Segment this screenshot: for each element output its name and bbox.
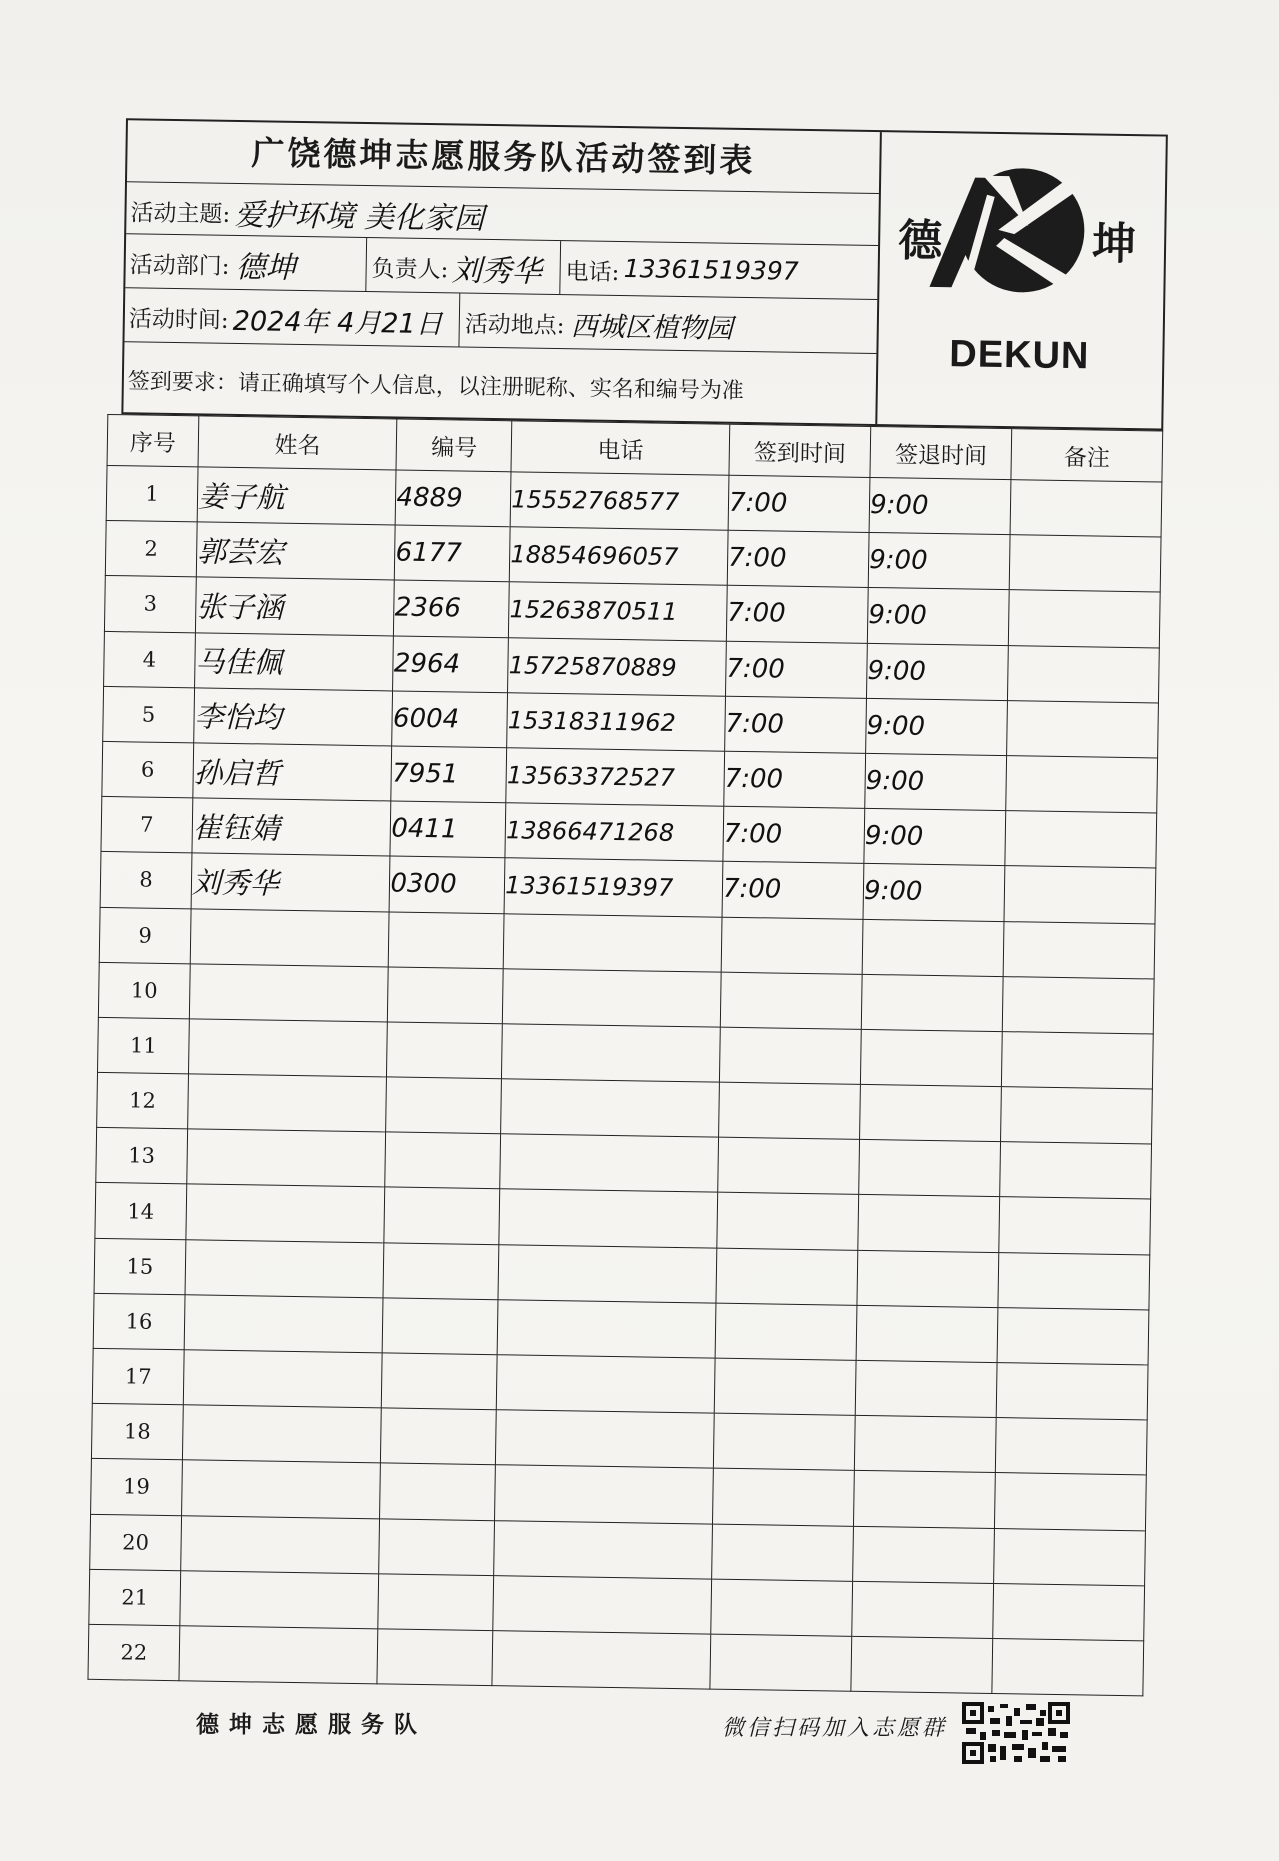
cell-name: 张子涵	[195, 577, 394, 635]
cell-no: 3	[104, 576, 196, 633]
cell-note	[1003, 921, 1155, 979]
cell-phone: 15318311962	[507, 693, 726, 752]
cell-in	[717, 1193, 859, 1250]
cell-in	[712, 1468, 854, 1525]
cell-note	[996, 1418, 1148, 1476]
cell-phone	[492, 1631, 711, 1690]
cell-no: 10	[98, 962, 190, 1019]
cell-in	[713, 1413, 855, 1470]
cell-out: 9:00	[869, 477, 1011, 534]
cell-name: 崔钰婧	[192, 798, 391, 856]
cell-name	[189, 964, 388, 1022]
cell-phone	[493, 1575, 712, 1634]
cell-note	[1008, 645, 1160, 703]
cell-no: 2	[105, 521, 197, 578]
cell-note	[992, 1638, 1144, 1696]
cell-no: 8	[100, 852, 192, 909]
cell-out: 9:00	[867, 643, 1009, 700]
cell-in	[718, 1137, 860, 1194]
cell-out	[857, 1250, 999, 1307]
divider	[365, 238, 367, 291]
cell-no: 12	[97, 1072, 189, 1129]
cell-no: 20	[90, 1514, 182, 1571]
cell-note	[999, 1197, 1151, 1255]
cell-id	[381, 1408, 497, 1465]
cell-name: 刘秀华	[191, 853, 390, 911]
cell-in: 7:00	[725, 641, 867, 698]
cell-name: 姜子航	[197, 467, 396, 525]
cell-id: 0300	[390, 856, 506, 913]
cell-in	[712, 1524, 854, 1581]
cell-name	[185, 1239, 384, 1297]
cell-out	[861, 974, 1003, 1031]
cell-name: 郭芸宏	[196, 522, 395, 580]
cell-id	[387, 1022, 503, 1079]
cell-out	[854, 1416, 996, 1473]
cell-no: 11	[98, 1017, 190, 1074]
cell-id	[383, 1243, 499, 1300]
cell-id: 6004	[392, 691, 508, 748]
cell-out	[855, 1360, 997, 1417]
cell-name	[188, 1074, 387, 1132]
cell-phone	[499, 1189, 718, 1248]
cell-in: 7:00	[722, 861, 864, 918]
cell-name	[180, 1571, 379, 1629]
leader-value: 刘秀华	[451, 253, 542, 290]
cell-phone	[498, 1244, 717, 1303]
logo-text: DEKUN	[949, 333, 1090, 378]
cell-note	[1005, 811, 1157, 869]
logo-left-char: 德	[897, 215, 943, 268]
cell-out	[856, 1305, 998, 1362]
cell-in	[715, 1303, 857, 1360]
cell-out: 9:00	[863, 864, 1005, 921]
cell-in	[714, 1358, 856, 1415]
table-body	[88, 465, 1162, 1696]
cell-id: 6177	[395, 525, 511, 582]
cell-phone	[500, 1134, 719, 1193]
cell-in	[719, 1027, 861, 1084]
cell-name	[187, 1129, 386, 1187]
header-box	[121, 118, 1168, 430]
cell-note	[1007, 700, 1159, 758]
cell-out	[853, 1526, 995, 1583]
cell-phone	[503, 913, 722, 972]
cell-id	[378, 1574, 494, 1631]
cell-in	[719, 1082, 861, 1139]
cell-id: 2366	[394, 580, 510, 637]
cell-in	[710, 1634, 852, 1691]
cell-id	[389, 911, 505, 968]
cell-out: 9:00	[868, 533, 1010, 590]
col-header: 电话	[511, 421, 729, 475]
cell-out	[859, 1140, 1001, 1197]
cell-id	[385, 1132, 501, 1189]
phone-label: 电话:	[565, 259, 620, 286]
cell-no: 7	[101, 797, 193, 854]
cell-phone	[497, 1355, 716, 1414]
time-value: 2024年 4月21日	[232, 305, 443, 341]
place-value: 西城区植物园	[570, 311, 734, 345]
cell-phone: 15725870889	[508, 637, 727, 696]
cell-phone	[497, 1300, 716, 1359]
cell-id	[377, 1629, 493, 1686]
attendance-table	[87, 414, 1163, 1697]
cell-id: 7951	[391, 746, 507, 803]
time-label: 活动时间:	[128, 306, 229, 334]
cell-name: 孙启哲	[193, 743, 392, 801]
cell-note	[1009, 590, 1161, 648]
cell-phone	[503, 968, 722, 1027]
col-header: 签到时间	[729, 424, 871, 477]
place-label: 活动地点:	[464, 311, 565, 340]
cell-note	[1000, 1142, 1152, 1200]
footer-team-name: 德坤志愿服务队	[196, 1711, 427, 1738]
cell-name: 李怡均	[194, 688, 393, 746]
dekun-k-mark-icon	[875, 132, 1166, 428]
divider	[559, 241, 561, 294]
cell-note	[1006, 756, 1158, 814]
col-header: 签退时间	[870, 426, 1012, 479]
dept-value: 德坤	[235, 249, 296, 286]
cell-phone	[502, 1024, 721, 1083]
cell-no: 1	[106, 465, 198, 522]
cell-in: 7:00	[724, 751, 866, 808]
cell-in: 7:00	[723, 806, 865, 863]
cell-note	[1001, 1087, 1153, 1145]
sign-in-sheet	[87, 118, 1167, 1694]
cell-phone	[496, 1410, 715, 1469]
col-header: 姓名	[198, 416, 397, 470]
theme-label: 活动主题:	[130, 200, 231, 228]
cell-out: 9:00	[867, 588, 1009, 645]
cell-name	[182, 1405, 381, 1463]
cell-note	[1010, 480, 1162, 538]
cell-name	[181, 1460, 380, 1518]
cell-name	[183, 1350, 382, 1408]
cell-note	[996, 1363, 1148, 1421]
cell-out	[862, 919, 1004, 976]
cell-no: 22	[88, 1624, 180, 1681]
cell-no: 5	[103, 686, 195, 743]
phone-value: 13361519397	[623, 254, 799, 286]
cell-out	[860, 1084, 1002, 1141]
qr-code-icon[interactable]	[962, 1702, 1070, 1764]
dekun-logo	[875, 132, 1166, 428]
cell-id	[382, 1353, 498, 1410]
cell-no: 4	[104, 631, 196, 688]
cell-id	[384, 1187, 500, 1244]
cell-out: 9:00	[865, 753, 1007, 810]
theme-value: 爱护环境 美化家园	[234, 197, 485, 237]
cell-no: 21	[89, 1569, 181, 1626]
cell-id	[388, 967, 504, 1024]
cell-note	[1002, 1031, 1154, 1089]
cell-note	[993, 1583, 1145, 1641]
cell-no: 16	[93, 1293, 185, 1350]
col-header: 编号	[396, 419, 512, 472]
sheet-title: 广饶德坤志愿服务队活动签到表	[127, 120, 880, 194]
cell-name	[188, 1019, 387, 1077]
cell-id	[386, 1077, 502, 1134]
cell-no: 14	[95, 1183, 187, 1240]
cell-out	[851, 1636, 993, 1693]
cell-phone	[501, 1079, 720, 1138]
cell-out: 9:00	[864, 809, 1006, 866]
cell-no: 18	[91, 1404, 183, 1461]
cell-name	[190, 908, 389, 966]
cell-phone: 15263870511	[509, 582, 728, 641]
cell-no: 15	[94, 1238, 186, 1295]
cell-no: 9	[99, 907, 191, 964]
cell-phone: 13563372527	[506, 748, 725, 807]
cell-note	[998, 1252, 1150, 1310]
cell-id: 2964	[393, 636, 509, 693]
cell-id	[380, 1463, 496, 1520]
cell-in: 7:00	[725, 696, 867, 753]
cell-out	[854, 1471, 996, 1528]
dept-label: 活动部门:	[129, 252, 230, 280]
cell-name	[181, 1515, 380, 1573]
cell-id	[383, 1298, 499, 1355]
cell-id: 0411	[390, 801, 506, 858]
cell-phone	[494, 1520, 713, 1579]
divider	[458, 293, 460, 346]
cell-phone: 15552768577	[510, 472, 729, 531]
cell-in: 7:00	[728, 475, 870, 532]
cell-name	[184, 1295, 383, 1353]
col-header: 备注	[1011, 429, 1163, 482]
cell-no: 6	[102, 741, 194, 798]
requirement-row	[123, 342, 876, 424]
cell-note	[1009, 535, 1161, 593]
logo-right-char: 坤	[1091, 218, 1137, 271]
col-header: 序号	[107, 414, 199, 466]
cell-out: 9:00	[866, 698, 1008, 755]
cell-phone: 18854696057	[510, 527, 729, 586]
cell-note	[995, 1473, 1147, 1531]
requirement-text: 签到要求：请正确填写个人信息，以注册昵称、实名和编号为准	[127, 369, 744, 404]
cell-no: 13	[96, 1128, 188, 1185]
cell-in	[711, 1579, 853, 1636]
cell-phone: 13361519397	[504, 858, 723, 917]
header-info	[123, 120, 881, 424]
footer-wechat-hint: 微信扫码加入志愿群	[722, 1716, 948, 1741]
cell-out	[858, 1195, 1000, 1252]
cell-note	[1004, 866, 1156, 924]
cell-note	[997, 1307, 1149, 1365]
cell-name	[186, 1184, 385, 1242]
cell-out	[852, 1581, 994, 1638]
cell-id: 4889	[396, 470, 512, 527]
cell-in: 7:00	[727, 530, 869, 587]
cell-in	[721, 917, 863, 974]
cell-in: 7:00	[726, 586, 868, 643]
cell-out	[861, 1029, 1003, 1086]
cell-no: 17	[92, 1348, 184, 1405]
cell-id	[379, 1518, 495, 1575]
cell-phone: 13866471268	[505, 803, 724, 862]
cell-no: 19	[91, 1459, 183, 1516]
cell-note	[994, 1528, 1146, 1586]
leader-label: 负责人:	[371, 256, 449, 284]
cell-name: 马佳佩	[194, 632, 393, 690]
cell-name	[179, 1626, 378, 1684]
cell-in	[720, 972, 862, 1029]
cell-phone	[495, 1465, 714, 1524]
cell-in	[716, 1248, 858, 1305]
cell-note	[1003, 976, 1155, 1034]
